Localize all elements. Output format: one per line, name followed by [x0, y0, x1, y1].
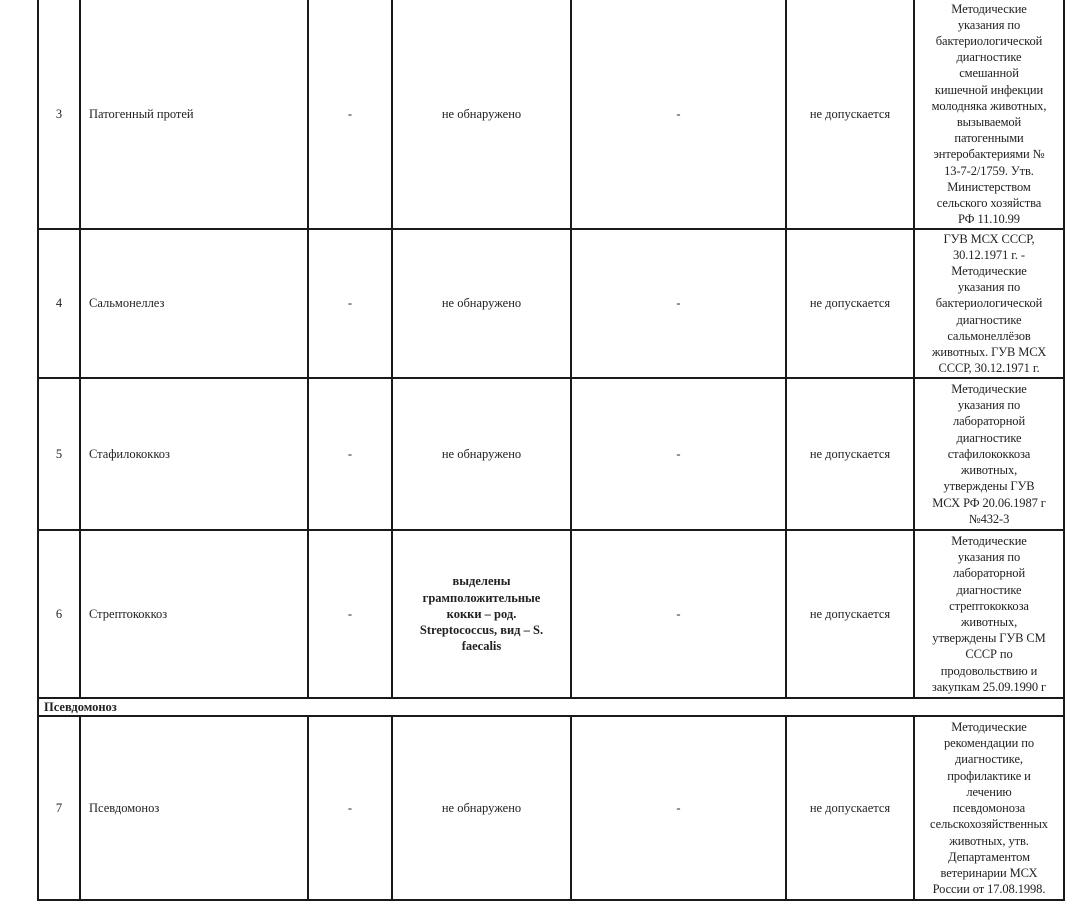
cell-dash: -: [571, 716, 786, 900]
reference-line: указания по: [957, 550, 1021, 565]
row-number: 6: [38, 530, 80, 698]
norm-cell: не допускается: [786, 0, 914, 229]
result-line: грамположительные: [422, 590, 541, 605]
reference-line: энтеробактериями №: [933, 147, 1045, 162]
result-cell: [392, 530, 571, 698]
cell-dash: -: [571, 0, 786, 229]
reference-line: вызываемой: [956, 115, 1022, 129]
section-header-row: [38, 698, 1064, 716]
reference-line: сельскохозяйственных: [930, 817, 1048, 832]
reference-line: молодняка животных,: [931, 98, 1047, 113]
indicator-name: Стафилококкоз: [80, 378, 308, 530]
cell-dash: -: [308, 716, 392, 900]
cell-dash: -: [571, 229, 786, 378]
row-number: 4: [38, 229, 80, 378]
table-row: [38, 378, 1064, 530]
reference-line: ветеринарии МСХ: [940, 865, 1038, 880]
reference-line: Методические: [951, 263, 1027, 278]
table-row: [38, 229, 1064, 378]
reference-line: кишечной инфекции: [934, 82, 1044, 97]
results-table: [37, 0, 1065, 901]
row-number: 7: [38, 716, 80, 900]
row-number: 3: [38, 0, 80, 229]
cell-dash: -: [308, 378, 392, 530]
result-line: faecalis: [461, 639, 502, 654]
reference-line: указания по: [957, 280, 1021, 295]
reference-line: бактериологической: [935, 296, 1043, 311]
reference-line: Методические: [951, 382, 1027, 397]
indicator-name: Псевдомоноз: [80, 716, 308, 900]
reference-cell: [914, 0, 1064, 229]
reference-line: Методические: [951, 533, 1027, 548]
reference-line: 13-7-2/1759. Утв.: [944, 163, 1034, 178]
result-cell: не обнаружено: [392, 229, 571, 378]
reference-line: Департаментом: [948, 849, 1030, 864]
reference-line: стафилококкоза: [947, 446, 1031, 461]
reference-line: лечению: [966, 784, 1012, 799]
reference-line: указания по: [957, 17, 1021, 32]
norm-cell: не допускается: [786, 378, 914, 530]
reference-line: СССР, 30.12.1971 г.: [938, 361, 1040, 376]
cell-dash: -: [308, 229, 392, 378]
reference-line: профилактике и: [947, 768, 1031, 783]
reference-cell: [914, 378, 1064, 530]
cell-dash: -: [571, 378, 786, 530]
reference-line: утверждены ГУВ СМ: [932, 631, 1046, 646]
table-row: [38, 0, 1064, 229]
reference-line: стрептококкоза: [949, 598, 1029, 613]
reference-line: сальмонеллёзов: [947, 328, 1031, 343]
reference-line: Министерством: [947, 179, 1031, 194]
norm-cell: не допускается: [786, 530, 914, 698]
reference-line: животных,: [960, 615, 1018, 629]
reference-line: псевдомоноза: [952, 801, 1026, 816]
result-cell: не обнаружено: [392, 716, 571, 900]
reference-line: Методические: [951, 1, 1027, 16]
reference-line: России от 17.08.1998.: [932, 882, 1046, 897]
indicator-name: Патогенный протей: [80, 0, 308, 229]
reference-line: закупкам 25.09.1990 г: [931, 679, 1047, 694]
reference-line: 30.12.1971 г. -: [952, 247, 1025, 262]
reference-line: МСХ РФ 20.06.1987 г: [932, 495, 1046, 510]
table-row: [38, 716, 1064, 900]
reference-line: СССР по: [965, 647, 1013, 662]
result-line: выделены: [452, 574, 511, 589]
reference-line: патогенными: [954, 131, 1024, 146]
reference-cell: [914, 530, 1064, 698]
reference-line: диагностике: [956, 312, 1022, 327]
cell-dash: -: [308, 0, 392, 229]
reference-line: диагностике: [956, 430, 1022, 445]
reference-line: смешанной: [959, 66, 1019, 81]
reference-line: животных, утв.: [949, 833, 1029, 848]
reference-line: сельского хозяйства: [936, 196, 1042, 211]
reference-line: №432-3: [968, 511, 1010, 526]
result-cell: не обнаружено: [392, 0, 571, 229]
norm-cell: не допускается: [786, 229, 914, 378]
reference-line: диагностике,: [955, 752, 1023, 767]
reference-line: РФ 11.10.99: [958, 212, 1020, 227]
reference-line: диагностике: [956, 582, 1022, 597]
table-row: [38, 530, 1064, 698]
reference-cell: [914, 229, 1064, 378]
reference-line: бактериологической: [935, 33, 1043, 48]
reference-line: рекомендации по: [944, 736, 1034, 751]
reference-line: ГУВ МСХ СССР,: [943, 231, 1035, 246]
reference-line: утверждены ГУВ: [943, 479, 1035, 494]
reference-cell: [914, 716, 1064, 900]
cell-dash: -: [571, 530, 786, 698]
reference-line: животных. ГУВ МСХ: [931, 345, 1047, 359]
result-line: кокки – род.: [446, 606, 517, 621]
reference-line: лабораторной: [952, 414, 1026, 429]
reference-line: лабораторной: [952, 566, 1026, 581]
indicator-name: Стрептококкоз: [80, 530, 308, 698]
result-line: Streptococcus, вид – S.: [419, 623, 544, 638]
reference-line: продовольствию и: [940, 663, 1038, 678]
cell-dash: -: [308, 530, 392, 698]
indicator-name: Сальмонеллез: [80, 229, 308, 378]
row-number: 5: [38, 378, 80, 530]
section-title: Псевдомоноз: [38, 698, 1064, 716]
reference-line: указания по: [957, 398, 1021, 413]
reference-line: диагностике: [956, 50, 1022, 65]
reference-line: животных,: [960, 463, 1018, 478]
result-cell: не обнаружено: [392, 378, 571, 530]
reference-line: Методические: [951, 720, 1027, 735]
norm-cell: не допускается: [786, 716, 914, 900]
